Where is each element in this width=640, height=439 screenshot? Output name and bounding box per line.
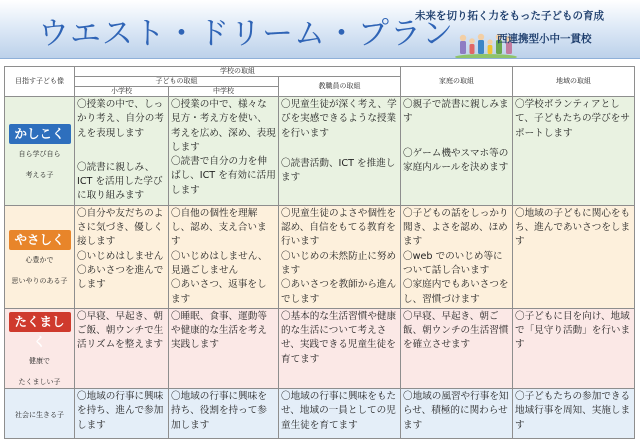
goal-tag: やさしく — [9, 230, 71, 250]
list-item: 〇早寝、早起き、朝ご飯、朝ウンチで生活リズムを整えます — [77, 310, 164, 351]
community-cell — [513, 389, 635, 439]
junior-high-cell — [169, 205, 279, 308]
home-efforts-header: 家庭の取組 — [401, 67, 513, 97]
plan-table — [4, 66, 635, 439]
goal-tag: たくましく — [9, 312, 71, 332]
home-cell — [401, 97, 513, 206]
page-title: ウエスト・ドリーム・プラン — [38, 16, 454, 52]
list-item: 〇いじめはしません — [77, 250, 164, 262]
list-item: 〇自分や友だちのよさに気づき、優しく接します — [77, 207, 164, 248]
list-item: 〇読書に親しみ、ICT を活用した学びに取り組みます — [77, 161, 163, 202]
goal-sub: 考える子 — [25, 170, 54, 179]
list-item: 〇自他の個性を理解し、認め、支え合います — [171, 207, 267, 248]
list-item: 〇基本的な生活習慣や健康的な生活について考えさせ、実践できる児童生徒を育てます — [281, 310, 397, 365]
list-item: 〇あいさつ、返事をします — [171, 279, 267, 305]
list-item: 〇ゲーム機やスマホ等の家庭内ルールを決めます — [403, 147, 509, 173]
list-item: 〇学校ボランティアとして、子どもたちの学びをサポートします — [515, 99, 630, 139]
junior-high-cell — [169, 97, 279, 206]
list-item: 〇いじめの未然防止に努めます — [281, 250, 397, 276]
community-cell — [513, 97, 635, 206]
list-item: 〇あいさつを進んでします — [77, 264, 164, 291]
goal-sub: 健康で — [29, 357, 50, 366]
table-row — [5, 308, 635, 388]
list-item: 〇地域の風習や行事を知らせ、積極的に関わらせます — [403, 391, 509, 431]
staff-cell — [279, 308, 401, 388]
list-item: 〇地域の行事に興味を持ち、役割を持って参加します — [171, 391, 267, 431]
junior-high-header: 中学校 — [169, 87, 279, 97]
header-banner — [0, 0, 640, 59]
goal-sub: 自ら学び自ら — [18, 149, 61, 158]
goal-sub: たくましい子 — [18, 378, 61, 387]
list-item: 〇地域の子どもに関心をもち、進んであいさつをします — [515, 207, 631, 248]
goal-tag: かしこく — [9, 124, 71, 144]
list-item: 〇児童生徒が深く考え、学びを実感できるような授業を行います — [281, 99, 397, 139]
goal-sub: 心豊かで — [25, 255, 54, 264]
staff-cell — [279, 389, 401, 439]
junior-high-cell — [169, 389, 279, 439]
children-efforts-header: 子どもの取組 — [75, 77, 279, 87]
goal-header: 目指す子ども像 — [5, 67, 75, 97]
elementary-header: 小学校 — [75, 87, 169, 97]
slogan: 未来を切り拓く力をもった子どもの育成 — [415, 10, 604, 22]
list-item: 〇授業の中で、しっかり考え、自分の考えを表現します — [77, 99, 164, 139]
list-item: 〇あいさつを教師から進んでします — [281, 279, 397, 305]
goal-cell — [5, 205, 75, 308]
list-item: 〇子どもに目を向け、地域で「見守り活動」を行います — [515, 310, 631, 351]
elementary-cell — [75, 308, 169, 388]
list-item: 〇睡眠、食事、運動等や健康的な生活を考え実践します — [171, 310, 267, 351]
list-item: 〇児童生徒のよさや個性を認め、自信をもてる教育を行います — [281, 207, 397, 248]
home-cell — [401, 308, 513, 388]
elementary-cell — [75, 205, 169, 308]
staff-efforts-header: 教職員の取組 — [279, 77, 401, 97]
table-row — [5, 205, 635, 308]
goal-cell — [5, 389, 75, 439]
goal-cell — [5, 97, 75, 206]
list-item: 〇子どもたちの参加できる地域行事を周知、実施します — [515, 391, 631, 431]
list-item: 〇早寝、早起き、朝ご飯、朝ウンチの生活習慣を確立させます — [403, 310, 509, 351]
elementary-cell — [75, 389, 169, 439]
table-row — [5, 97, 635, 206]
home-cell — [401, 205, 513, 308]
home-cell — [401, 389, 513, 439]
staff-cell — [279, 97, 401, 206]
list-item: 〇読書活動、ICT を推進します — [281, 157, 396, 184]
list-item: 〇いじめはしません、見過ごしません — [171, 250, 268, 276]
school-efforts-header: 学校の取組 — [75, 67, 401, 77]
list-item: 〇家庭内でもあいさつをし、習慣づけます — [403, 279, 509, 305]
list-item: 〇web でのいじめ等について話し合います — [403, 250, 503, 276]
list-item: 〇地域の行事に興味を持ち、進んで参加します — [77, 391, 164, 431]
school-name: 西連携型小中一貫校 — [497, 33, 592, 45]
goal-cell — [5, 308, 75, 388]
staff-cell — [279, 205, 401, 308]
community-cell — [513, 205, 635, 308]
goal-sub: 社会に生きる子 — [15, 411, 64, 420]
goal-sub: 思いやりのある子 — [11, 276, 68, 285]
list-item: 〇地域の行事に興味をもたせ、地域の一員としての児童生徒を育てます — [281, 391, 397, 431]
elementary-cell — [75, 97, 169, 206]
list-item: 〇授業の中で、様々な見方・考え方を使い、考えを広め、深め、表現します — [171, 99, 276, 153]
list-item: 〇子どもの話をしっかり聞き、よさを認め、ほめます — [403, 207, 509, 248]
list-item: 〇読書で自分の力を伸ばし、ICT を有効に活用します — [171, 156, 276, 196]
table-row — [5, 389, 635, 439]
community-cell — [513, 308, 635, 388]
junior-high-cell — [169, 308, 279, 388]
community-efforts-header: 地域の取組 — [513, 67, 635, 97]
list-item: 〇親子で読書に親しみます — [403, 99, 509, 125]
